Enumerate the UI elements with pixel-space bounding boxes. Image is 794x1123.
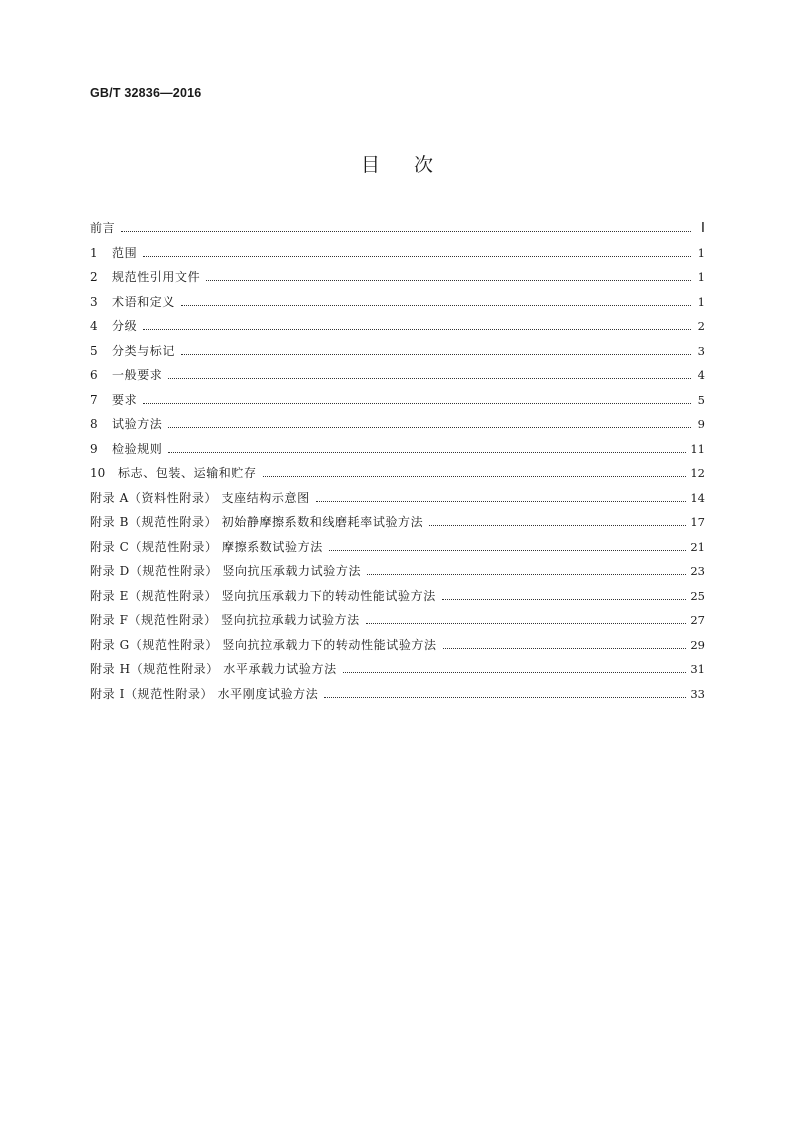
toc-dot-leader: [443, 639, 687, 651]
toc-entry-title: 分级: [112, 319, 138, 333]
toc-entry-page: Ⅰ: [700, 221, 705, 236]
toc-dot-leader: [442, 590, 687, 602]
toc-entry-title: 一般要求: [112, 368, 163, 382]
toc-entry-page: 4: [697, 368, 705, 382]
toc-entry-number: 3: [90, 294, 98, 309]
toc-entry-title: 分类与标记: [112, 343, 176, 358]
toc-entry[interactable]: [90, 290, 705, 315]
toc-entry[interactable]: [90, 461, 705, 486]
toc-dot-leader: [429, 516, 686, 528]
toc-dot-leader: [121, 222, 691, 234]
toc-entry[interactable]: [90, 388, 705, 413]
toc-entry-number: 2: [90, 270, 98, 284]
toc-entry-page: 31: [690, 662, 705, 676]
toc-entry[interactable]: [90, 510, 705, 535]
toc-entry-title: 规范性引用文件: [112, 270, 201, 284]
toc-dot-leader: [168, 443, 686, 455]
toc-entry[interactable]: [90, 657, 705, 682]
toc-entry-title: 附录 E（规范性附录） 竖向抗压承载力下的转动性能试验方法: [90, 588, 436, 603]
toc-entry[interactable]: [90, 241, 705, 266]
toc-entry-page: 23: [690, 564, 705, 578]
toc-entry-number: 6: [90, 368, 98, 382]
toc-dot-leader: [143, 247, 691, 259]
toc-entry-page: 1: [697, 245, 705, 260]
toc-entry[interactable]: [90, 535, 705, 560]
toc-entry-title: 附录 B（规范性附录） 初始静摩擦系数和线磨耗率试验方法: [90, 515, 424, 529]
toc-dot-leader: [181, 345, 691, 357]
toc-entry-title: 附录 A（资料性附录） 支座结构示意图: [90, 490, 310, 505]
toc-dot-leader: [181, 296, 691, 308]
toc-dot-leader: [206, 271, 691, 283]
toc-dot-leader: [343, 663, 687, 675]
toc-entry-title: 附录 C（规范性附录） 摩擦系数试验方法: [90, 539, 323, 554]
toc-entry[interactable]: [90, 216, 705, 241]
toc-entry-number: 9: [90, 441, 98, 456]
toc-dot-leader: [366, 614, 687, 626]
toc-entry[interactable]: [90, 608, 705, 633]
toc-entry[interactable]: [90, 437, 705, 462]
toc-entry-title: 要求: [112, 392, 138, 407]
toc-entry-page: 1: [697, 294, 705, 309]
toc-entry-page: 27: [690, 613, 705, 627]
toc-entry-number: 4: [90, 319, 98, 333]
toc-dot-leader: [316, 492, 687, 504]
toc-entry-number: 7: [90, 392, 98, 407]
toc-entry-page: 1: [697, 270, 705, 284]
toc-entry-title: 试验方法: [112, 417, 163, 431]
toc-entry[interactable]: [90, 584, 705, 609]
toc-dot-leader: [329, 541, 687, 553]
toc-entry-page: 25: [690, 588, 705, 603]
toc-dot-leader: [263, 467, 687, 479]
toc-entry[interactable]: [90, 486, 705, 511]
toc-dot-leader: [324, 688, 686, 700]
toc-entry[interactable]: [90, 633, 705, 658]
toc-entry[interactable]: [90, 559, 705, 584]
toc-dot-leader: [367, 565, 686, 577]
toc-entry-page: 33: [690, 686, 705, 701]
standard-code: GB/T 32836—2016: [90, 86, 202, 100]
toc-entry-title: 附录 I（规范性附录） 水平刚度试验方法: [90, 686, 319, 701]
toc-entry-number: 8: [90, 417, 98, 431]
toc-entry-page: 21: [690, 539, 705, 554]
toc-entry[interactable]: [90, 363, 705, 388]
toc-entry-page: 9: [697, 417, 705, 431]
toc-entry-title: 术语和定义: [112, 294, 176, 309]
toc-entry-number: 10: [90, 466, 106, 480]
toc-entry-page: 29: [690, 637, 705, 652]
toc-entry-title: 附录 G（规范性附录） 竖向抗拉承载力下的转动性能试验方法: [90, 637, 437, 652]
toc-entry-page: 2: [697, 319, 705, 333]
toc-dot-leader: [143, 394, 691, 406]
page-title: 目次: [360, 154, 467, 176]
toc-dot-leader: [143, 320, 691, 332]
toc-entry-title: 范围: [112, 245, 138, 260]
toc-entry-page: 5: [697, 392, 705, 407]
toc-dot-leader: [168, 418, 691, 430]
toc-entry-title: 标志、包装、运输和贮存: [118, 466, 257, 480]
toc-entry[interactable]: [90, 265, 705, 290]
toc-entry[interactable]: [90, 339, 705, 364]
toc-dot-leader: [168, 369, 691, 381]
toc-entry-title: 附录 F（规范性附录） 竖向抗拉承载力试验方法: [90, 613, 360, 627]
table-of-contents: [90, 216, 705, 706]
toc-entry-title: 附录 D（规范性附录） 竖向抗压承载力试验方法: [90, 564, 362, 578]
toc-entry-title: 检验规则: [112, 441, 163, 456]
toc-entry-number: 1: [90, 245, 98, 260]
toc-entry-page: 12: [690, 466, 705, 480]
toc-entry-page: 17: [690, 515, 705, 529]
toc-entry-page: 11: [690, 441, 705, 456]
toc-entry-number: 5: [90, 343, 98, 358]
toc-entry[interactable]: [90, 412, 705, 437]
toc-entry[interactable]: [90, 314, 705, 339]
toc-entry-title: 附录 H（规范性附录） 水平承载力试验方法: [90, 662, 337, 676]
toc-entry[interactable]: [90, 682, 705, 707]
toc-entry-title: 前言: [90, 221, 116, 235]
toc-entry-page: 3: [697, 343, 705, 358]
toc-entry-page: 14: [690, 490, 705, 505]
